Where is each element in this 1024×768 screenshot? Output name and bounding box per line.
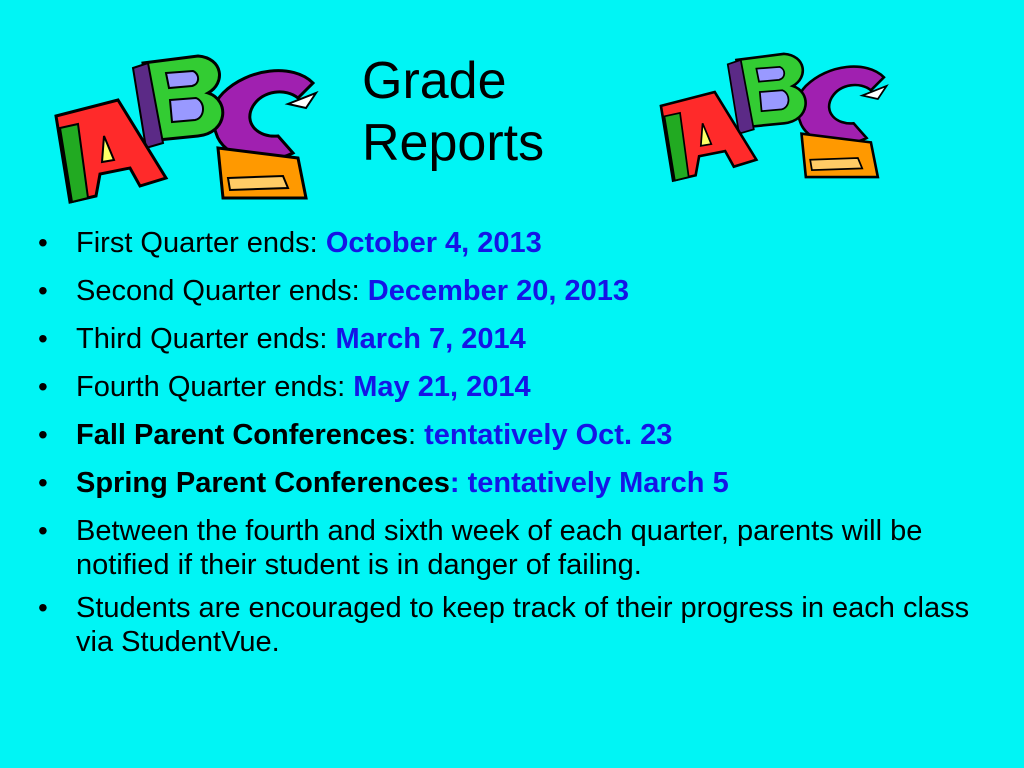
bullet-spring-conferences [30,466,990,500]
bullet-label: Fall Parent Conferences [76,419,408,451]
bullet-date: tentatively Oct. 23 [424,419,673,451]
bullet-label: Spring Parent Conferences [76,467,450,499]
bullet-separator: : [408,419,425,451]
bullet-fall-conferences [30,418,990,452]
bullet-separator: : [449,467,468,499]
bullet-label: Second Quarter ends: [76,275,368,307]
bullet-studentvue [30,591,990,659]
bullet-third-quarter [30,322,990,356]
bullet-text: Between the fourth and sixth week of each quarter, parents will be notified if their student is in danger of failing. [76,515,923,581]
title-line-1: Grade [362,52,507,110]
bullet-date: October 4, 2013 [325,227,542,259]
bullet-label: Third Quarter ends: [76,323,336,355]
bullet-text: Students are encouraged to keep track of their progress in each class via StudentVue. [76,592,970,658]
bullet-label: First Quarter ends: [76,227,326,259]
bullet-first-quarter [30,226,990,260]
bullet-second-quarter [30,274,990,308]
abc-blocks-clipart-right [654,26,890,198]
slide-title [362,50,662,174]
bullet-date: tentatively March 5 [467,467,729,499]
abc-blocks-clipart-left [48,38,320,208]
bullet-failing-notice [30,514,990,582]
bullet-date: March 7, 2014 [335,323,526,355]
bullet-label: Fourth Quarter ends: [76,371,354,403]
title-line-2: Reports [362,114,545,172]
bullet-fourth-quarter [30,370,990,404]
bullet-date: May 21, 2014 [353,371,531,403]
bullet-list [30,226,990,673]
bullet-date: December 20, 2013 [367,275,629,307]
